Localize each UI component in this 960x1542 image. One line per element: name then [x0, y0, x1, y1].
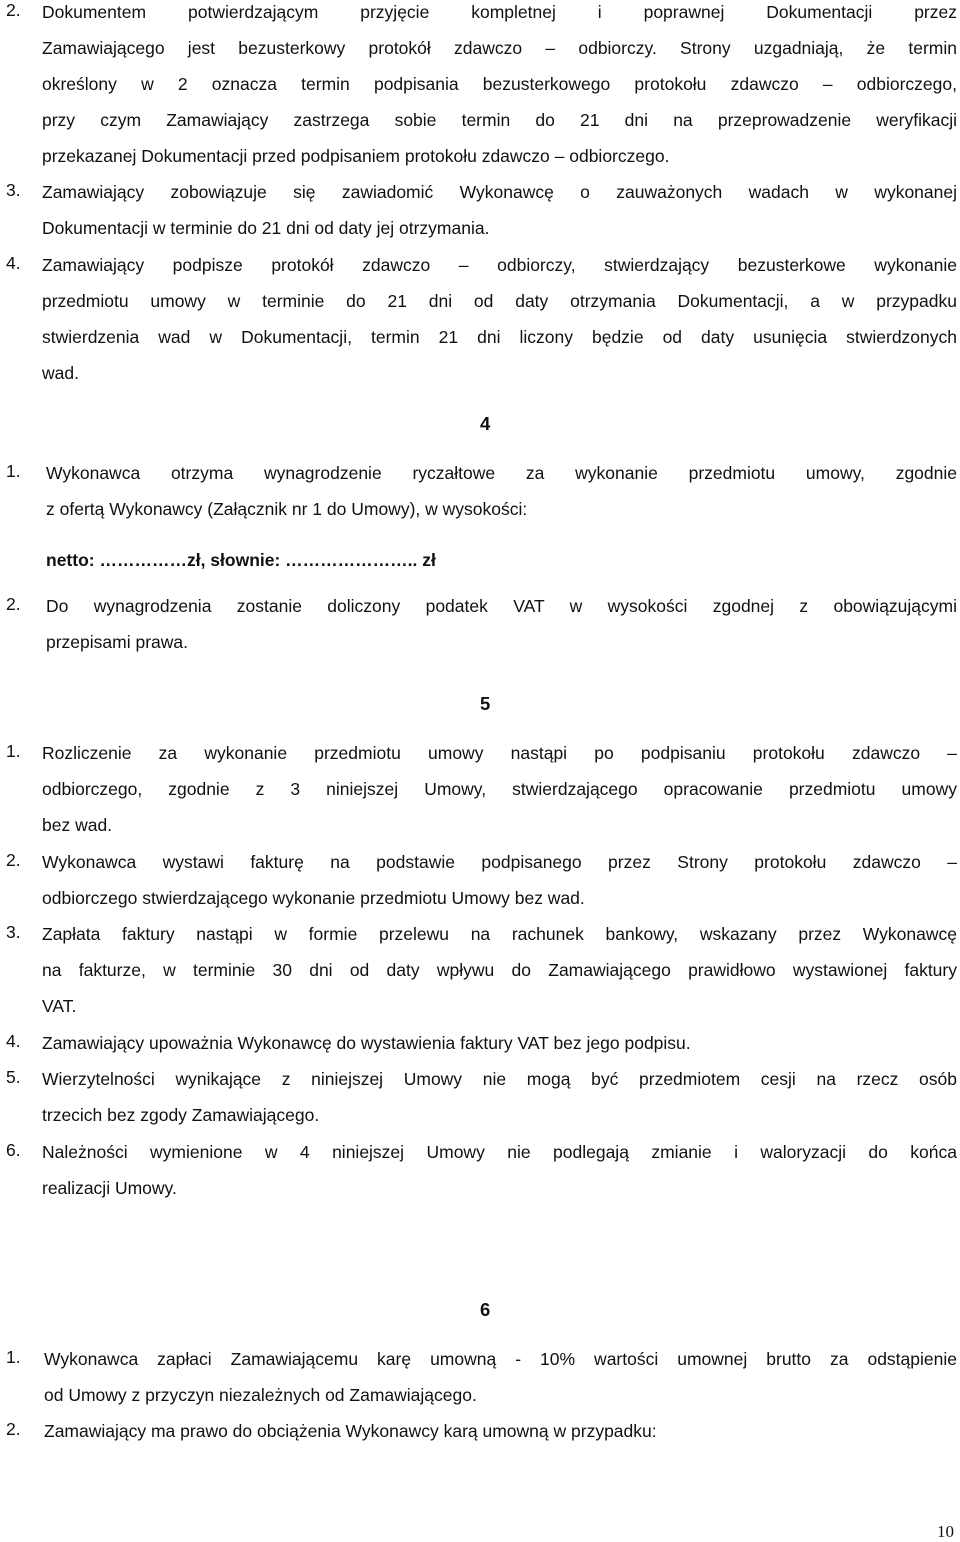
text-line: odbiorczego, zgodnie z 3 niniejszej Umowy, stwierdzającego opracowanie przedmiotu umowy — [42, 779, 957, 799]
text-line: odbiorczego stwierdzającego wykonanie przedmiotu Umowy bez wad. — [42, 888, 585, 908]
text-line: przepisami prawa. — [46, 632, 188, 652]
item-number: 4. — [6, 1031, 21, 1051]
text-line: przy czym Zamawiający zastrzega sobie termin do 21 dni na przeprowadzenie weryfikacji — [42, 110, 957, 130]
page-number: 10 — [937, 1522, 954, 1541]
text-line: realizacji Umowy. — [42, 1178, 177, 1198]
text-line: Zapłata faktury nastąpi w formie przelewu na rachunek bankowy, wskazany przez Wykonawcę — [42, 924, 957, 944]
item-number: 2. — [6, 594, 21, 614]
text-line: Zamawiający upoważnia Wykonawcę do wystawienia faktury VAT bez jego podpisu. — [42, 1033, 691, 1053]
item-number: 5. — [6, 1067, 21, 1087]
text-line: bez wad. — [42, 815, 113, 835]
text-line: Wykonawca zapłaci Zamawiającemu karę umowną - 10% wartości umownej brutto za odstąpienie — [44, 1349, 957, 1369]
text-line: Zamawiający zobowiązuje się zawiadomić Wykonawcę o zauważonych wadach w wykonanej — [42, 182, 957, 202]
text-line: od Umowy z przyczyn niezależnych od Zamawiającego. — [44, 1385, 477, 1405]
item-number: 4. — [6, 253, 21, 273]
text-line: Zamawiający podpisze protokół zdawczo – odbiorczy, stwierdzający bezusterkowe wykonanie — [42, 255, 957, 275]
text-line: Wierzytelności wynikające z niniejszej Umowy nie mogą być przedmiotem cesji na rzecz osób — [42, 1069, 957, 1089]
item-number: 2. — [6, 850, 21, 870]
text-line: stwierdzenia wad w Dokumentacji, termin 21 dni liczony będzie od daty usunięcia stwierdzonych — [42, 327, 957, 347]
text-line: Zamawiający ma prawo do obciążenia Wykonawcy karą umowną w przypadku: — [44, 1421, 657, 1441]
item-number: 2. — [6, 1419, 21, 1439]
text-line: przekazanej Dokumentacji przed podpisaniem protokołu zdawczo – odbiorczego. — [42, 146, 670, 166]
text-line: Do wynagrodzenia zostanie doliczony podatek VAT w wysokości zgodnej z obowiązującymi — [46, 596, 957, 616]
text-line: wad. — [42, 363, 79, 383]
section-heading: 5 — [480, 693, 491, 714]
item-number: 1. — [6, 1347, 21, 1367]
text-line: Dokumentem potwierdzającym przyjęcie kompletnej i poprawnej Dokumentacji przez — [42, 2, 957, 22]
text-line: określony w 2 oznacza termin podpisania bezusterkowego protokołu zdawczo – odbiorczego, — [42, 74, 957, 94]
text-line: z ofertą Wykonawcy (Załącznik nr 1 do Umowy), w wysokości: — [46, 499, 528, 519]
item-number: 1. — [6, 461, 21, 481]
text-line: Rozliczenie za wykonanie przedmiotu umowy nastąpi po podpisaniu protokołu zdawczo – — [42, 743, 957, 763]
text-line: Zamawiającego jest bezusterkowy protokół zdawczo – odbiorczy. Strony uzgadniają, że termin — [42, 38, 957, 58]
item-number: 2. — [6, 0, 21, 20]
text-line: VAT. — [42, 996, 77, 1016]
text-line: przedmiotu umowy w terminie do 21 dni od daty otrzymania Dokumentacji, a w przypadku — [42, 291, 957, 311]
item-number: 3. — [6, 180, 21, 200]
text-line: trzecich bez zgody Zamawiającego. — [42, 1105, 320, 1125]
item-number: 1. — [6, 741, 21, 761]
text-line: na fakturze, w terminie 30 dni od daty wpływu do Zamawiającego prawidłowo wystawionej faktury — [42, 960, 957, 980]
text-line: Wykonawca otrzyma wynagrodzenie ryczałtowe za wykonanie przedmiotu umowy, zgodnie — [46, 463, 957, 483]
section-heading: 6 — [480, 1299, 491, 1320]
section-heading: 4 — [480, 413, 491, 434]
amount-line: netto: ……………zł, słownie: ………………….. zł — [46, 550, 436, 570]
text-line: Dokumentacji w terminie do 21 dni od daty jej otrzymania. — [42, 218, 490, 238]
text-line: Wykonawca wystawi fakturę na podstawie podpisanego przez Strony protokołu zdawczo – — [42, 852, 957, 872]
item-number: 3. — [6, 922, 21, 942]
item-number: 6. — [6, 1140, 21, 1160]
text-line: Należności wymienione w 4 niniejszej Umowy nie podlegają zmianie i waloryzacji do końca — [42, 1142, 957, 1162]
